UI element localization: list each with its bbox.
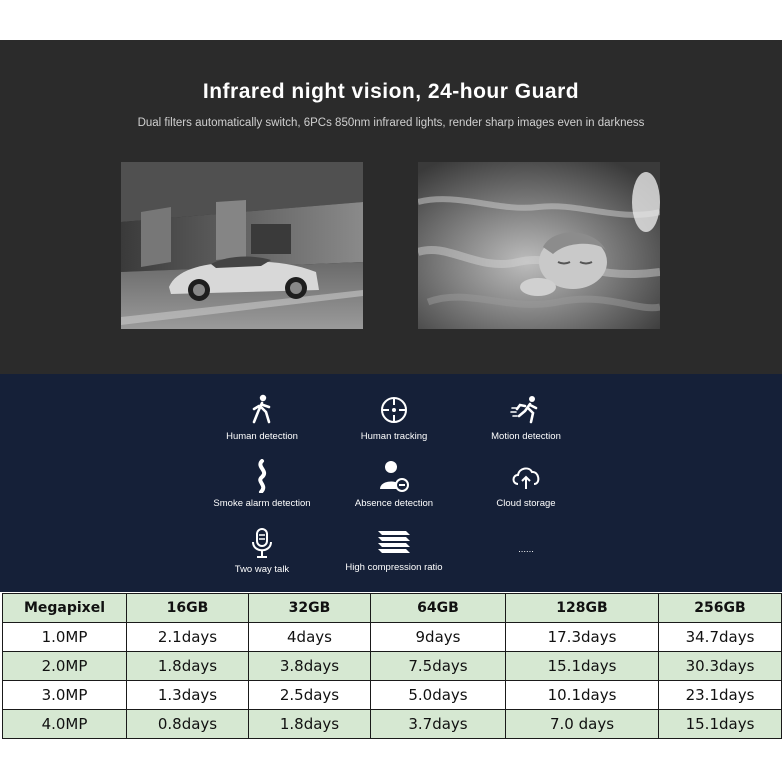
table-cell: 7.5days [371, 652, 506, 681]
header-16gb: 16GB [127, 594, 249, 623]
banner-title: Infrared night vision, 24-hour Guard [202, 80, 580, 103]
table-cell: 1.0MP [3, 623, 127, 652]
header-256gb: 256GB [659, 594, 782, 623]
table-row [3, 710, 782, 739]
table-cell: 3.8days [249, 652, 371, 681]
feature-label: High compression ratio [345, 562, 443, 573]
table-cell: 0.8days [127, 710, 249, 739]
table-cell: 7.0 days [506, 710, 659, 739]
feature-label: Human detection [226, 431, 298, 442]
table-cell: 1.8days [249, 710, 371, 739]
table-cell: 23.1days [659, 681, 782, 710]
table-cell: 1.8days [127, 652, 249, 681]
feature-label: Human tracking [360, 431, 428, 442]
feature-label: Smoke alarm detection [213, 498, 311, 509]
table-cell: 15.1days [506, 652, 659, 681]
garage-car-photo [121, 162, 363, 329]
microphone-icon [247, 527, 277, 559]
feature-label: Absence detection [354, 498, 434, 509]
banner-subtitle: Dual filters automatically switch, 6PCs 850nm infrared lights, render sharp images even in darkness [137, 117, 645, 129]
table-cell: 2.1days [127, 623, 249, 652]
feature-label: Motion detection [491, 431, 561, 442]
table-cell: 9days [371, 623, 506, 652]
table-cell: 4days [249, 623, 371, 652]
fast-runner-icon [510, 394, 542, 426]
header-32gb: 32GB [249, 594, 371, 623]
stacked-layers-icon [376, 527, 412, 557]
running-person-icon [247, 394, 277, 426]
feature-cloud-storage [446, 459, 606, 509]
features-panel [0, 374, 782, 592]
smoke-icon [247, 459, 277, 493]
table-cell: 2.5days [249, 681, 371, 710]
sleeping-child-photo [418, 162, 660, 329]
table-row [3, 681, 782, 710]
table-row [3, 652, 782, 681]
table-cell: 34.7days [659, 623, 782, 652]
header-megapixel: Megapixel [3, 594, 127, 623]
table-cell: 30.3days [659, 652, 782, 681]
table-cell: 10.1days [506, 681, 659, 710]
table-cell: 15.1days [659, 710, 782, 739]
table-cell: 17.3days [506, 623, 659, 652]
cloud-upload-icon [509, 459, 543, 493]
night-vision-banner [0, 40, 782, 374]
storage-duration-table [2, 593, 782, 739]
table-cell: 3.7days [371, 710, 506, 739]
table-cell: 3.0MP [3, 681, 127, 710]
table-row [3, 623, 782, 652]
feature-label: Cloud storage [496, 498, 556, 509]
table-cell: 2.0MP [3, 652, 127, 681]
feature-more [446, 539, 606, 555]
crosshair-icon [378, 394, 410, 426]
header-128gb: 128GB [506, 594, 659, 623]
user-absence-icon [378, 459, 410, 493]
more-features-ellipsis: ...... [518, 544, 534, 555]
table-cell: 1.3days [127, 681, 249, 710]
table-cell: 4.0MP [3, 710, 127, 739]
header-64gb: 64GB [371, 594, 506, 623]
feature-label: Two way talk [234, 564, 290, 575]
table-header-row [3, 594, 782, 623]
feature-motion-detection [446, 394, 606, 442]
table-cell: 5.0days [371, 681, 506, 710]
